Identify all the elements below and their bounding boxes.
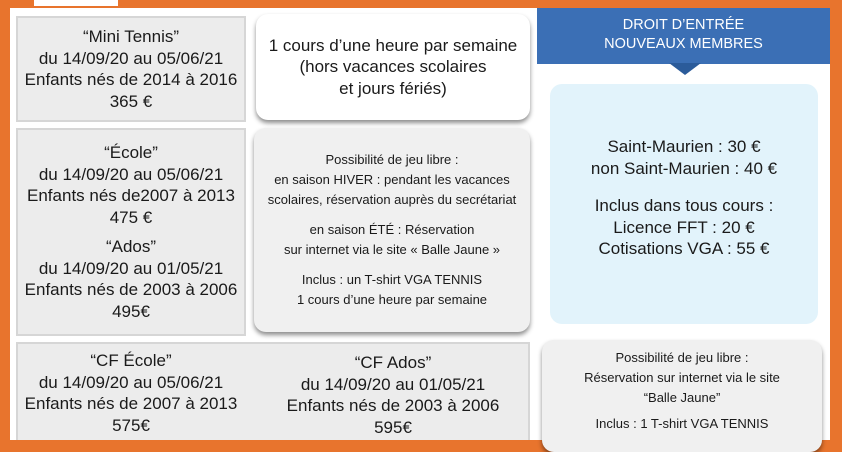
cf-ados-dates: du 14/09/20 au 01/05/21 [300,374,486,394]
free-play-line1: Possibilité de jeu libre : [325,152,459,167]
entry-fee-header [537,8,830,64]
ecole-dates: du 14/09/20 au 05/06/21 [38,164,224,184]
top-tab [34,0,118,6]
free-play-line3: scolaires, réservation auprès du secrétariat [267,192,517,207]
ados-dates: du 14/09/20 au 01/05/21 [38,258,224,278]
cf-free-play-line1: Possibilité de jeu libre : [615,350,749,365]
ados-title: “Ados” [105,237,157,256]
mini-tennis-dates: du 14/09/20 au 05/06/21 [38,48,224,68]
ecole-ados-card [16,128,246,336]
mini-tennis-price: 365 € [109,91,153,111]
free-play-line5: sur internet via le site « Balle Jaune » [283,242,501,257]
cf-free-play-card [542,340,822,452]
top-border [0,0,842,8]
cf-free-play-line3: “Balle Jaune” [643,390,721,405]
free-play-line2: en saison HIVER : pendant les vacances [274,172,510,187]
fees-line5: Cotisations VGA : 55 € [598,239,770,258]
cf-free-play-line4: Inclus : 1 T-shirt VGA TENNIS [595,416,769,431]
weekly-course-card [256,14,530,120]
ecole-title: “École” [104,143,158,162]
entry-fee-header-line2: NOUVEAUX MEMBRES [604,36,763,52]
cf-ecole-born: Enfants nés de 2007 à 2013 [24,394,238,413]
ecole-price: 475 € [109,207,153,227]
cf-ecole-card [16,342,246,440]
free-play-line4: en saison ÉTÉ : Réservation [309,222,475,237]
cf-ados-card [256,342,530,440]
weekly-course-line2: (hors vacances scolaires [299,57,487,77]
weekly-course-line3: et jours fériés) [339,78,447,98]
ecole-born: Enfants nés de2007 à 2013 [27,186,235,205]
weekly-course-line1: 1 cours d’une heure par semaine [268,35,518,55]
cf-ecole-dates: du 14/09/20 au 05/06/21 [38,372,224,392]
ados-price: 495€ [112,301,150,321]
chevron-down-icon [669,63,701,75]
free-play-line7: 1 cours d’une heure par semaine [296,292,488,307]
fees-panel [550,84,818,324]
mini-tennis-title: “Mini Tennis” [82,27,180,46]
free-play-card [254,128,530,332]
mini-tennis-born: Enfants nés de 2014 à 2016 [24,70,238,89]
entry-fee-header-line1: DROIT D’ENTRÉE [622,17,745,33]
cf-ecole-title: “CF École” [90,351,172,370]
mini-tennis-card [16,16,246,122]
cf-free-play-line2: Réservation sur internet via le site [584,370,780,385]
fees-line2: non Saint-Maurien : 40 € [590,158,778,178]
cf-ados-title: “CF Ados” [354,353,432,372]
cf-ados-born: Enfants nés de 2003 à 2006 [286,396,500,415]
cf-ecole-price: 575€ [112,415,150,435]
fees-line1: Saint-Maurien : 30 € [607,137,761,156]
fees-line4: Licence FFT : 20 € [613,217,755,237]
free-play-line6: Inclus : un T-shirt VGA TENNIS [301,272,483,287]
ados-born: Enfants nés de 2003 à 2006 [24,280,238,299]
cf-ados-price: 595€ [374,417,412,437]
fees-line3: Inclus dans tous cours : [594,196,774,215]
